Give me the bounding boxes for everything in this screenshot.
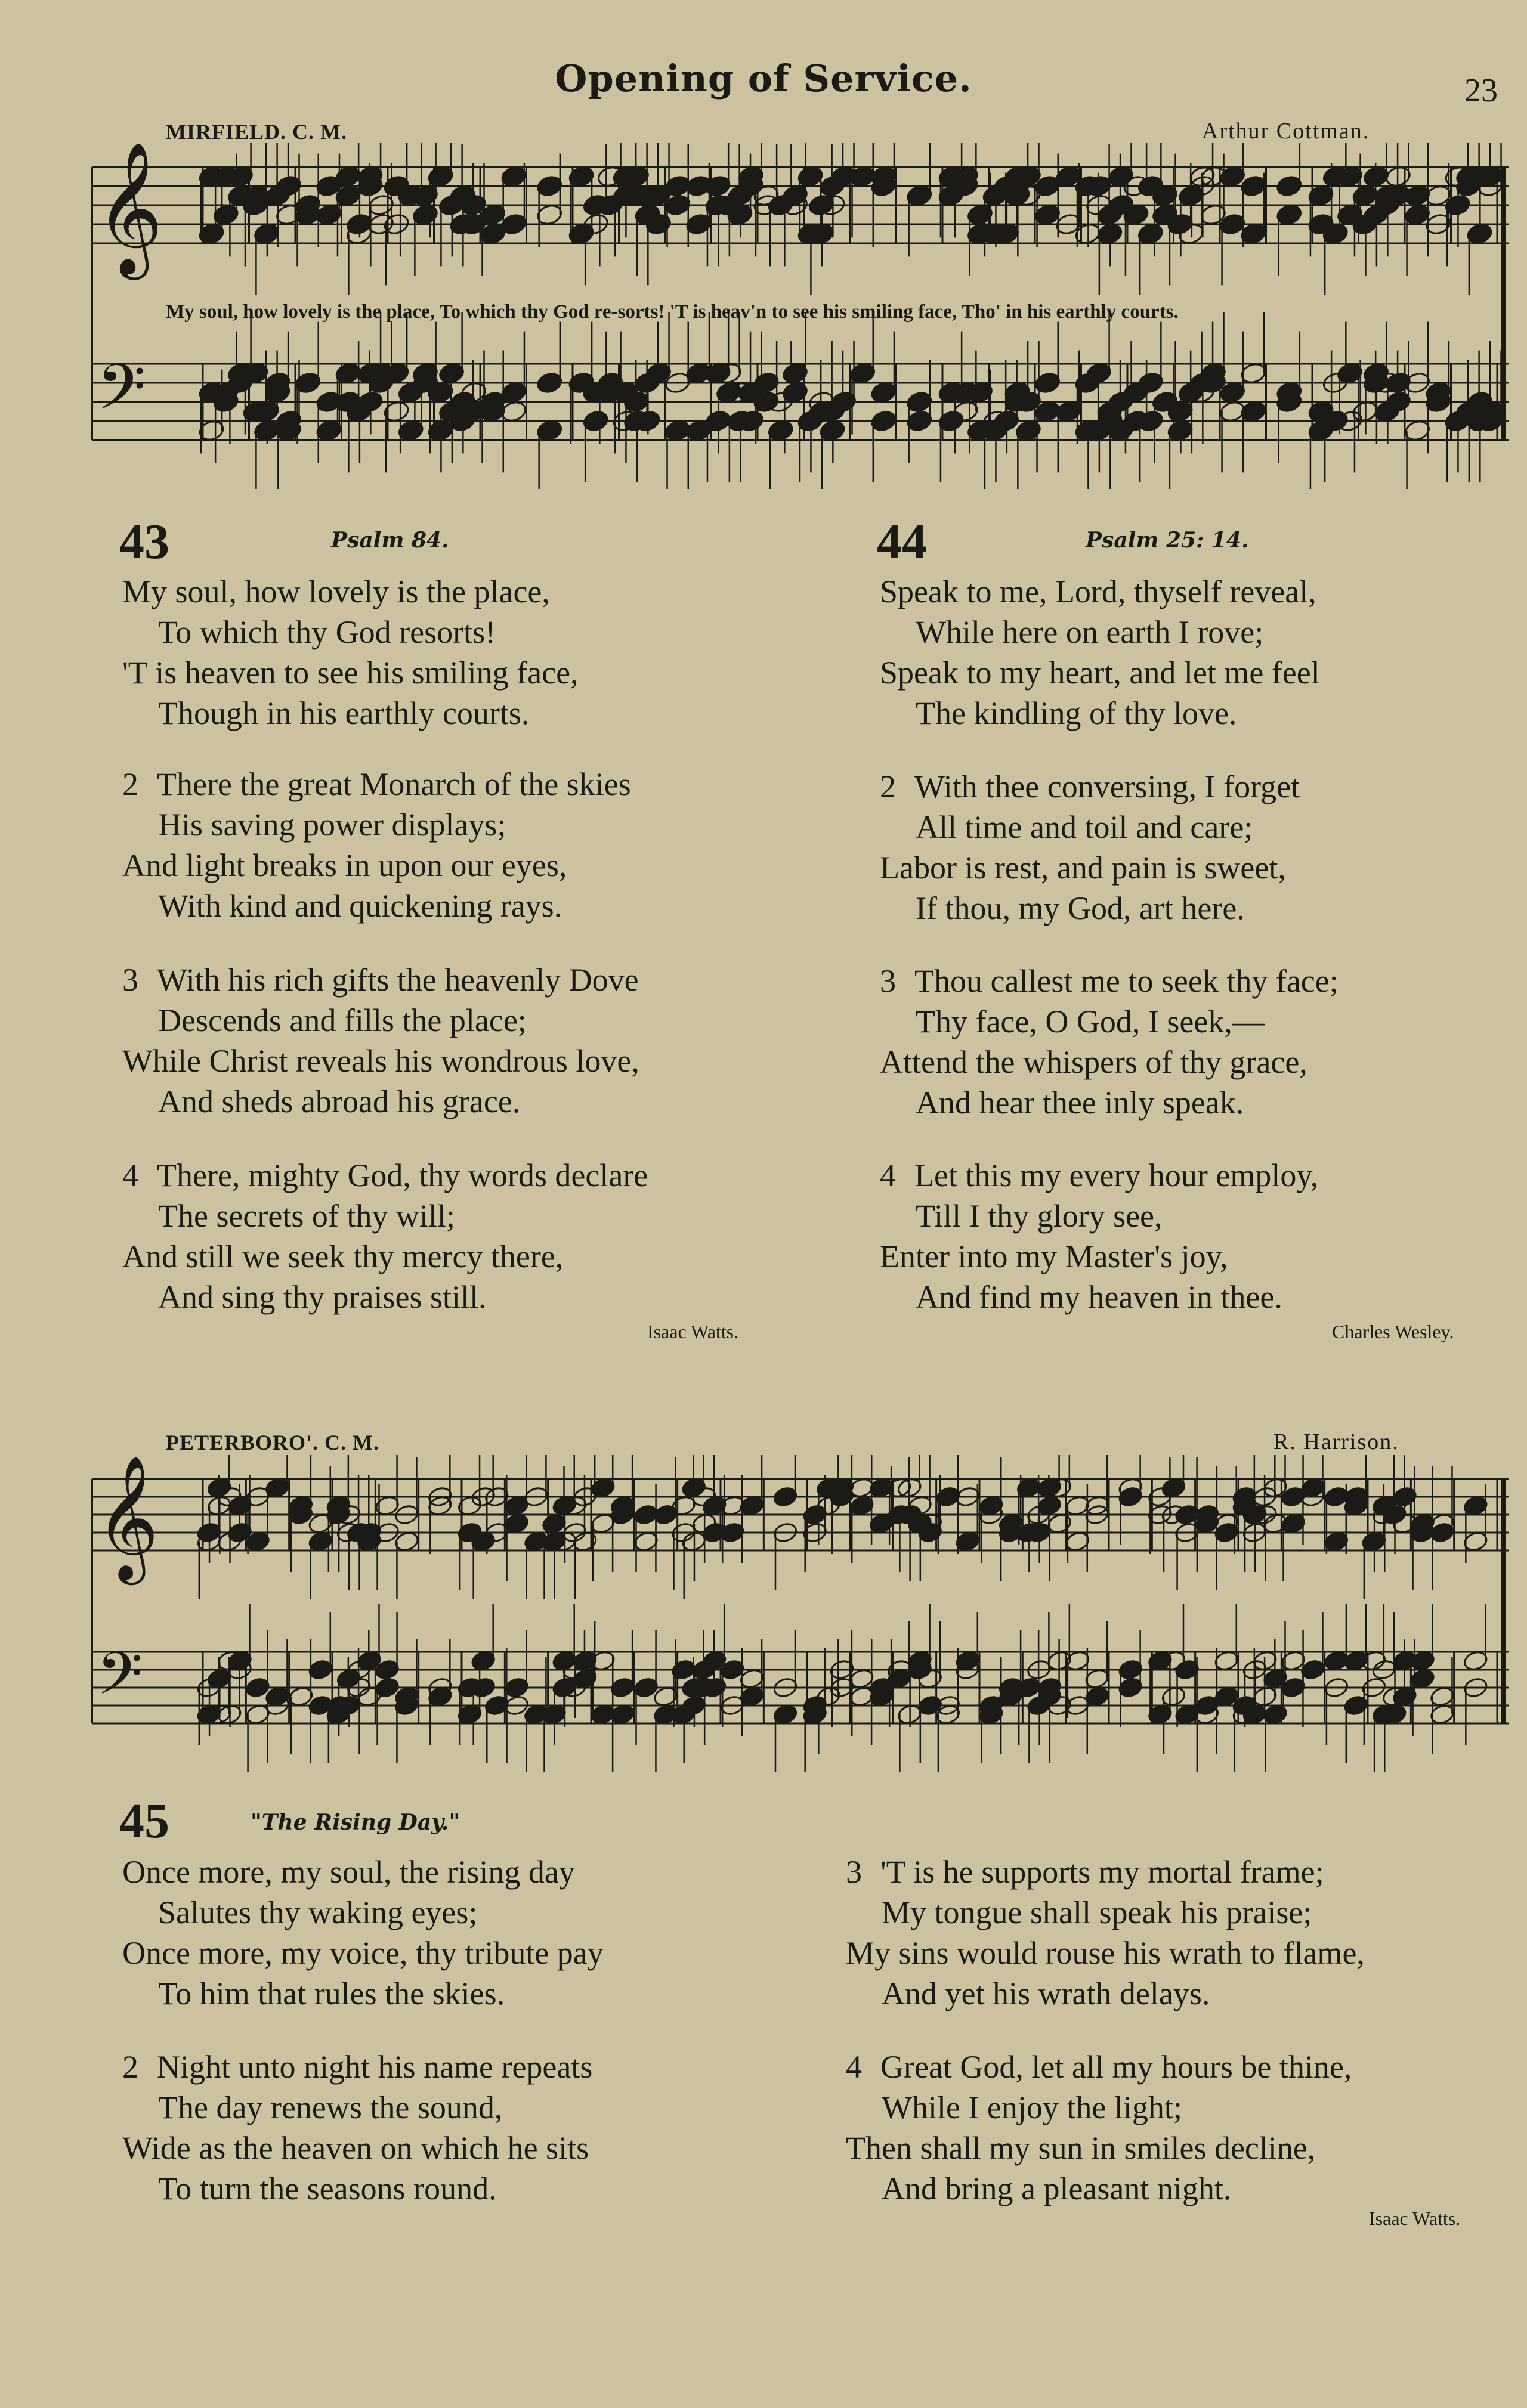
hymn-45-stanza-4: 4 Great God, let all my hours be thine, While I enjoy the light; Then shall my sun in smiles decline, And bring a pleasant night. [846,2049,1352,2206]
hymn-reference-44: Psalm 25: 14. [1086,528,1249,553]
bass-clef-icon: 𝄢 [97,351,146,439]
tune-name-mirfield: MIRFIELD. C. M. [166,120,347,144]
hymn-number-44: 44 [877,514,927,569]
hymn-44-stanza-1: Speak to me, Lord, thyself reveal, While here on earth I rove; Speak to my heart, and let me feel The kindling of thy love. [880,574,1320,731]
hymn-43-stanza-1: My soul, how lovely is the place, To which thy God resorts! 'T is heaven to see his smiling face, Though in his earthly courts. [122,574,579,731]
treble-clef-icon: 𝄞 [95,143,163,274]
hymn-number-45: 45 [119,1793,169,1849]
hymn-45-stanza-3: 3 'T is he supports my mortal frame; My tongue shall speak his praise; My sins would rouse his wrath to flame, And yet his wrath delays. [846,1854,1365,2011]
music-score-peterboro [84,1455,1527,1789]
tune-lyric-underlay: My soul, how lovely is the place, To which thy God re-sorts! 'T is heav'n to see his smiling face, Tho' in his earthly courts. [166,301,1179,323]
hymn-43-stanza-3: 3 With his rich gifts the heavenly Dove Descends and fills the place; While Christ reveals his wondrous love, And sheds abroad his grace. [122,962,639,1119]
hymn-44-stanza-3: 3 Thou callest me to seek thy face; Thy face, O God, I seek,— Attend the whispers of thy grace, And hear thee inly speak. [880,963,1339,1121]
hymn-43-stanza-4: 4 There, mighty God, thy words declare The secrets of thy will; And still we seek thy mercy there, And sing thy praises still. [122,1157,648,1315]
hymn-45-stanza-2: 2 Night unto night his name repeats The day renews the sound, Wide as the heaven on which he sits To turn the seasons round. [122,2049,593,2206]
tune-name-peterboro: PETERBORO'. C. M. [166,1431,380,1454]
page-section-title: Opening of Service. [555,57,972,100]
hymn-43-stanza-2: 2 There the great Monarch of the skies His saving power displays; And light breaks in upon our eyes, With kind and quickening rays. [122,766,631,924]
hymn-44-stanza-2: 2 With thee conversing, I forget All time and toil and care; Labor is rest, and pain is sweet, If thou, my God, art here. [880,769,1300,926]
bass-clef-icon: 𝄢 [97,1640,143,1723]
hymn-reference-43: Psalm 84. [331,528,449,553]
hymn-44-stanza-4: 4 Let this my every hour employ, Till I thy glory see, Enter into my Master's joy, And find my heaven in thee. [880,1157,1319,1315]
hymn-44-author: Charles Wesley. [1332,1321,1454,1342]
hymn-reference-45: "The Rising Day." [251,1810,460,1835]
tune-composer-harrison: R. Harrison. [1273,1429,1399,1454]
hymn-45-stanza-1: Once more, my soul, the rising day Salutes thy waking eyes; Once more, my voice, thy tribute pay To him that rules the skies. [122,1854,604,2011]
tune-composer-cottman: Arthur Cottman. [1202,119,1370,144]
treble-clef-icon: 𝄞 [95,1455,159,1580]
hymn-45-author: Isaac Watts. [1369,2208,1461,2229]
hymn-43-author: Isaac Watts. [647,1321,739,1342]
hymn-number-43: 43 [119,514,169,569]
page-number: 23 [1464,72,1498,109]
